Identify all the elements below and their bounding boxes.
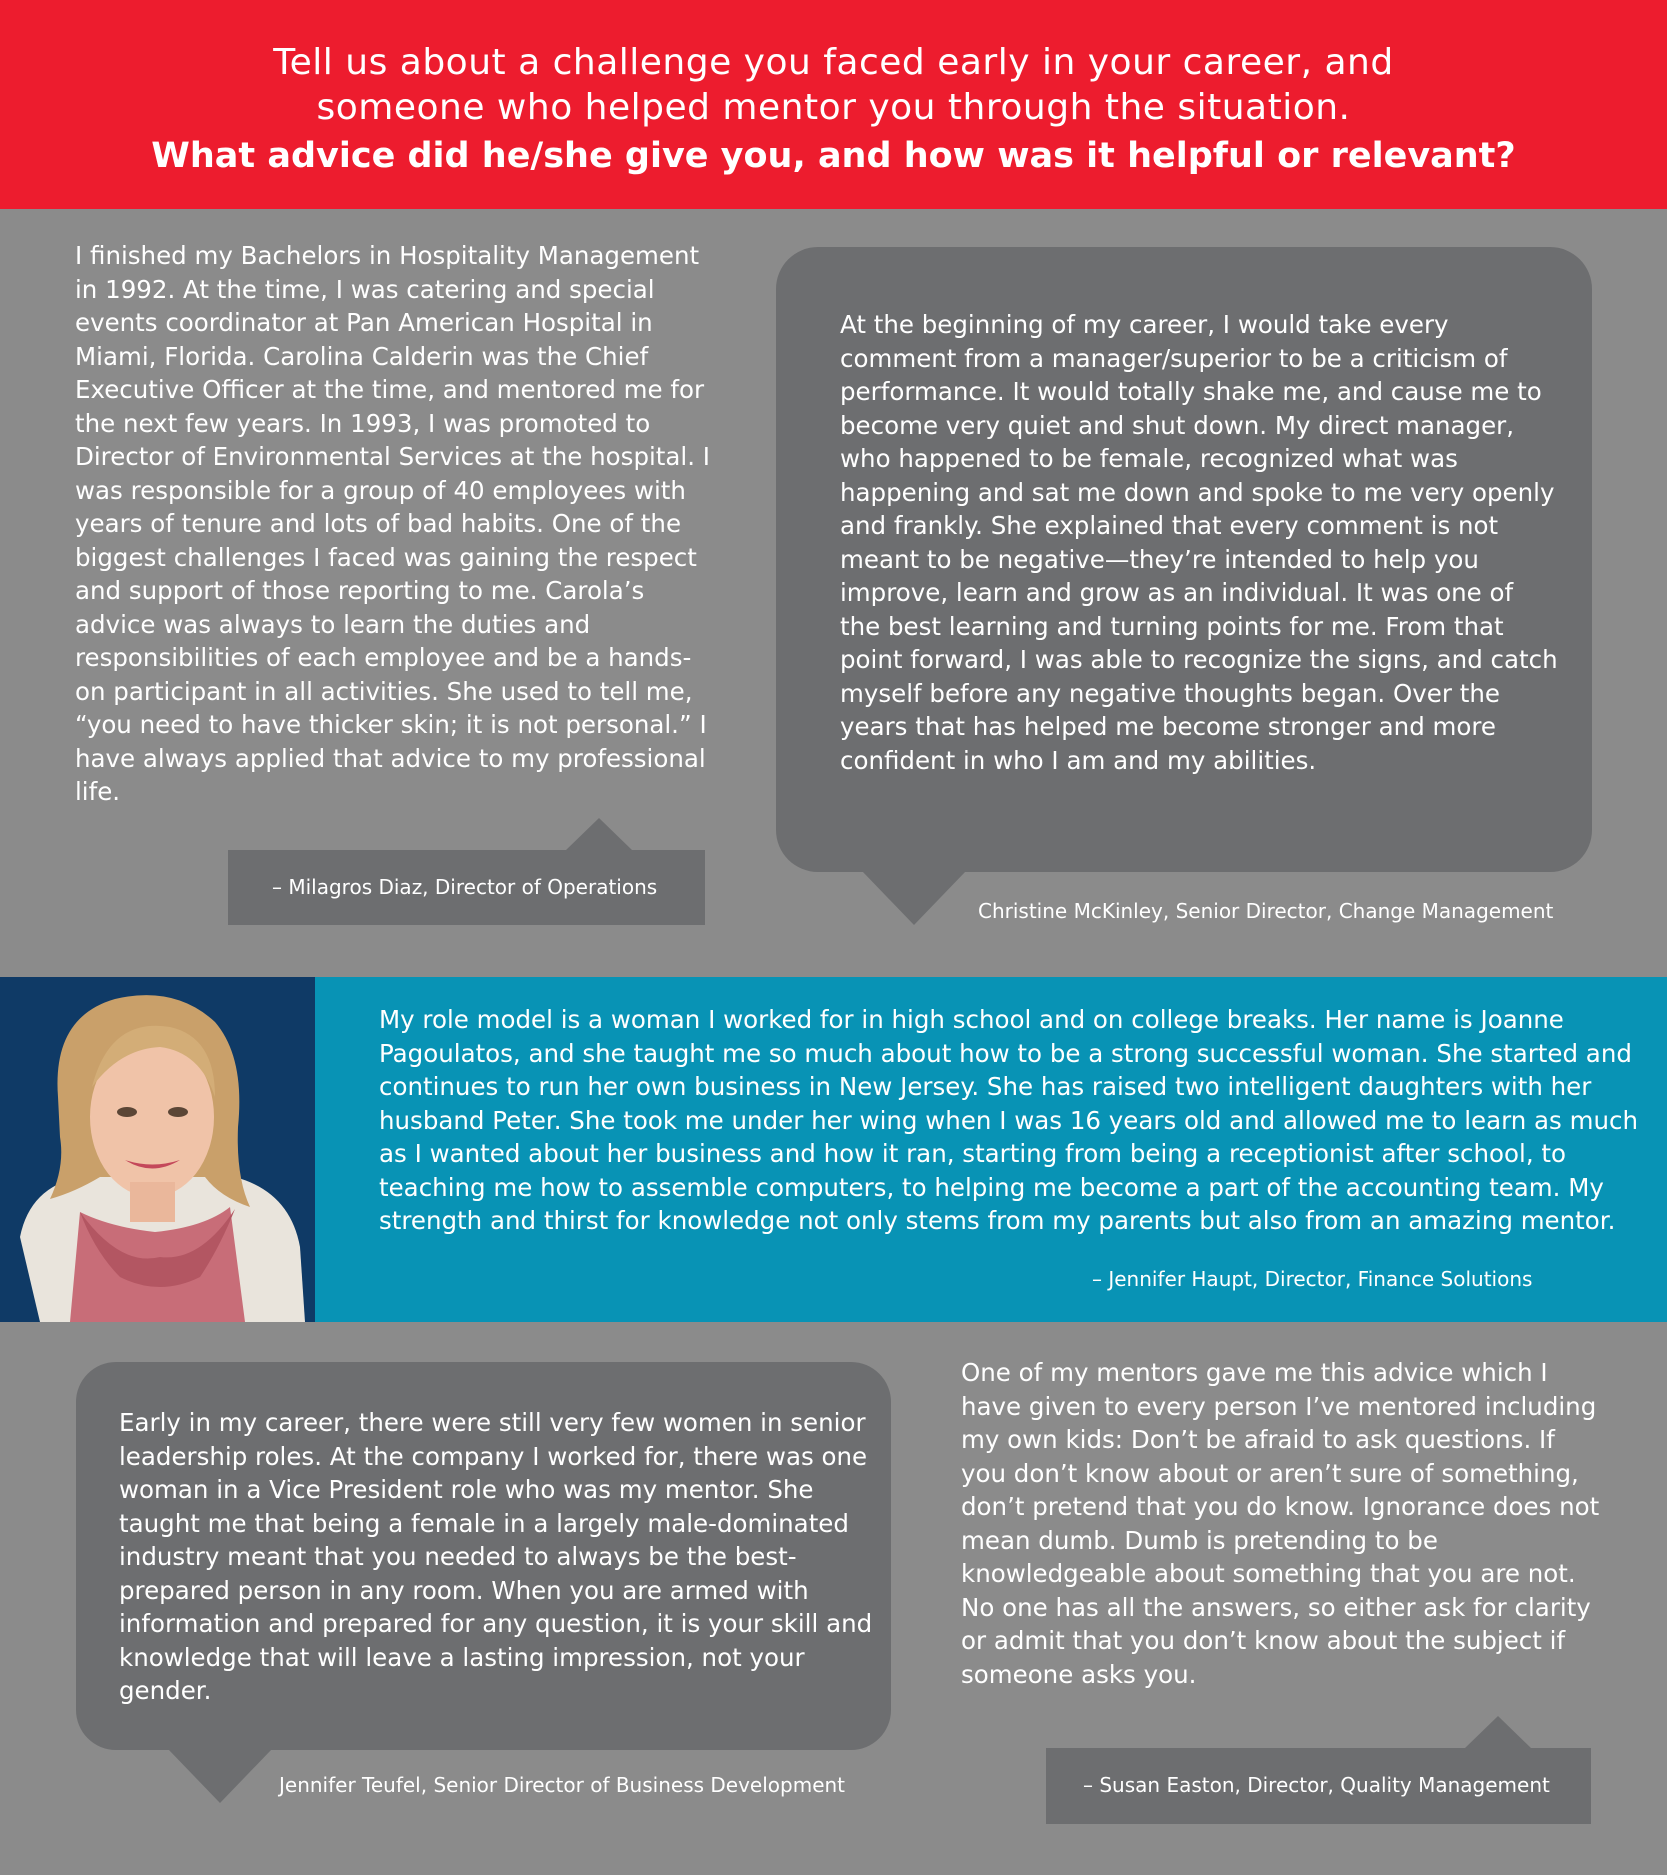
speech-bubble-tail — [862, 871, 966, 925]
quote-jennifer-haupt: My role model is a woman I worked for in high school and on college breaks. Her name is Joanne Pagoulatos, and she taught me so much about how to be a strong successful woman. She started and continues to run her own business in New Jersey. She has raised two intelligent daughters with her husband Peter. She took me under her wing when I was 16 years old and allowed me to learn as much as I wanted about her business and how it ran, starting from being a receptionist after school, to teaching me how to assemble computers, to helping me become a part of the accounting team. My strength and thirst for knowledge not only stems from my parents but also from an amazing mentor. — [379, 1005, 1638, 1235]
attribution-christine-mckinley: Christine McKinley, Senior Director, Change Management — [978, 899, 1554, 923]
header-question-line-3: What advice did he/she give you, and how was it helpful or relevant? — [151, 136, 1516, 176]
quote-susan-easton: One of my mentors gave me this advice which I have given to every person I’ve mentored including my own kids: Don’t be afraid to ask questions. If you don’t know about or aren’t sure of something, don’t pretend that you do know. Ignorance does not mean dumb. Dumb is pretending to be knowledgeable about something that you are not. No one has all the answers, so either ask for clarity or admit that you don’t know about the subject if someone asks you. — [961, 1358, 1600, 1689]
quote-christine-mckinley: At the beginning of my career, I would take every comment from a manager/superior to be a criticism of performance. It would totally shake me, and cause me to become very quiet and shut down. My direct manager, who happened to be female, recognized what was happening and sat me down and spoke to me very openly and frankly. She explained that every comment is not meant to be negative—they’re intended to help you improve, learn and grow as an individual. It was one of the best learning and turning points for me. From that point forward, I was able to recognize the signs, and catch myself before any negative thoughts began. Over the years that has helped me become stronger and more confident in who I am and my abilities. — [840, 310, 1558, 775]
header-banner — [0, 0, 1667, 209]
quote-jennifer-teufel: Early in my career, there were still very few women in senior leadership roles. At the company I worked for, there was one woman in a Vice President role who was my mentor. She taught me that being a female in a largely male-dominated industry meant that you needed to always be the best-prepared person in any room. When you are armed with information and prepared for any question, it is your skill and knowledge that will leave a lasting impression, not your gender. — [119, 1408, 873, 1705]
speech-bubble-tail — [168, 1749, 272, 1803]
attribution-pointer — [1464, 1716, 1532, 1749]
portrait-photo — [0, 977, 315, 1322]
attribution-susan-easton: – Susan Easton, Director, Quality Management — [1083, 1773, 1550, 1797]
attribution-pointer — [565, 818, 633, 851]
attribution-milagros-diaz: – Milagros Diaz, Director of Operations — [272, 875, 658, 899]
woman-portrait-icon — [0, 977, 315, 1322]
attribution-jennifer-teufel: Jennifer Teufel, Senior Director of Business Development — [279, 1773, 846, 1797]
quote-milagros-diaz: I finished my Bachelors in Hospitality Management in 1992. At the time, I was catering and special events coordinator at Pan American Hospital in Miami, Florida. Carolina Calderin was the Chief Executive Officer at the time, and mentored me for the next few years. In 1993, I was promoted to Director of Environmental Services at the hospital. I was responsible for a group of 40 employees with years of tenure and lots of bad habits. One of the biggest challenges I faced was gaining the respect and support of those reporting to me. Carola’s advice was always to learn the duties and responsibilities of each employee and be a hands-on participant in all activities. She used to tell me, “you need to have thicker skin; it is not personal.” I have always applied that advice to my professional life. — [75, 241, 711, 806]
header-question-line-2: someone who helped mentor you through the situation. — [316, 87, 1351, 128]
header-question-line-1: Tell us about a challenge you faced early in your career, and — [273, 42, 1394, 83]
attribution-jennifer-haupt: – Jennifer Haupt, Director, Finance Solutions — [1092, 1267, 1533, 1291]
